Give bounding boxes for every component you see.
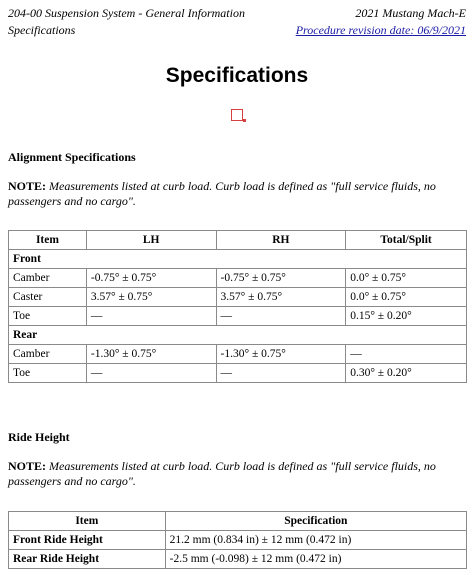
cell: -0.75° ± 0.75° <box>86 269 216 288</box>
alignment-heading: Alignment Specifications <box>8 150 136 164</box>
ride-height-note <box>8 459 466 489</box>
ride-height-table <box>8 511 467 569</box>
cell: 0.30° ± 0.20° <box>346 364 467 383</box>
cell: -1.30° ± 0.75° <box>216 345 346 364</box>
cell: Caster <box>9 288 87 307</box>
cell: 0.0° ± 0.75° <box>346 288 467 307</box>
table-row <box>9 269 467 288</box>
cell: — <box>86 364 216 383</box>
page-title: Specifications <box>165 64 309 87</box>
cell: -1.30° ± 0.75° <box>86 345 216 364</box>
cell: -2.5 mm (-0.098) ± 12 mm (0.472 in) <box>165 550 466 569</box>
alignment-note-label: NOTE: <box>8 179 47 193</box>
cell: — <box>216 307 346 326</box>
cell: — <box>86 307 216 326</box>
doc-type-label: Specifications <box>8 23 76 37</box>
cell: Toe <box>9 364 87 383</box>
table-row <box>9 531 467 550</box>
cell: Toe <box>9 307 87 326</box>
col-item: Item <box>9 231 87 250</box>
col-total-split: Total/Split <box>346 231 467 250</box>
cell: 21.2 mm (0.834 in) ± 12 mm (0.472 in) <box>165 531 466 550</box>
row-label: Front Ride Height <box>9 531 166 550</box>
col-rh: RH <box>216 231 346 250</box>
table-row <box>9 345 467 364</box>
table-row <box>9 307 467 326</box>
alignment-note <box>8 179 466 209</box>
table-row <box>9 288 467 307</box>
cell: Camber <box>9 269 87 288</box>
col-item: Item <box>9 512 166 531</box>
broken-image-icon <box>231 109 243 121</box>
group-front: Front <box>9 250 467 269</box>
vehicle-label: 2021 Mustang Mach-E <box>355 6 466 20</box>
cell: -0.75° ± 0.75° <box>216 269 346 288</box>
group-row <box>9 250 467 269</box>
cell: Camber <box>9 345 87 364</box>
cell: 0.0° ± 0.75° <box>346 269 467 288</box>
cell: 3.57° ± 0.75° <box>216 288 346 307</box>
table-row <box>9 550 467 569</box>
alignment-header-row <box>9 231 467 250</box>
doc-section-label: 204-00 Suspension System - General Information <box>8 6 245 20</box>
row-label: Rear Ride Height <box>9 550 166 569</box>
alignment-table <box>8 230 467 383</box>
col-specification: Specification <box>165 512 466 531</box>
col-lh: LH <box>86 231 216 250</box>
revision-date-link[interactable]: Procedure revision date: 06/9/2021 <box>295 23 466 37</box>
alignment-note-text: Measurements listed at curb load. Curb load is defined as "full service fluids, no passengers and no cargo". <box>8 179 436 208</box>
cell: 0.15° ± 0.20° <box>346 307 467 326</box>
ride-height-heading: Ride Height <box>8 430 70 444</box>
ride-height-header-row <box>9 512 467 531</box>
group-row <box>9 326 467 345</box>
ride-height-note-label: NOTE: <box>8 459 47 473</box>
ride-height-note-text: Measurements listed at curb load. Curb load is defined as "full service fluids, no passengers and no cargo". <box>8 459 436 488</box>
group-rear: Rear <box>9 326 467 345</box>
cell: — <box>346 345 467 364</box>
cell: — <box>216 364 346 383</box>
cell: 3.57° ± 0.75° <box>86 288 216 307</box>
table-row <box>9 364 467 383</box>
